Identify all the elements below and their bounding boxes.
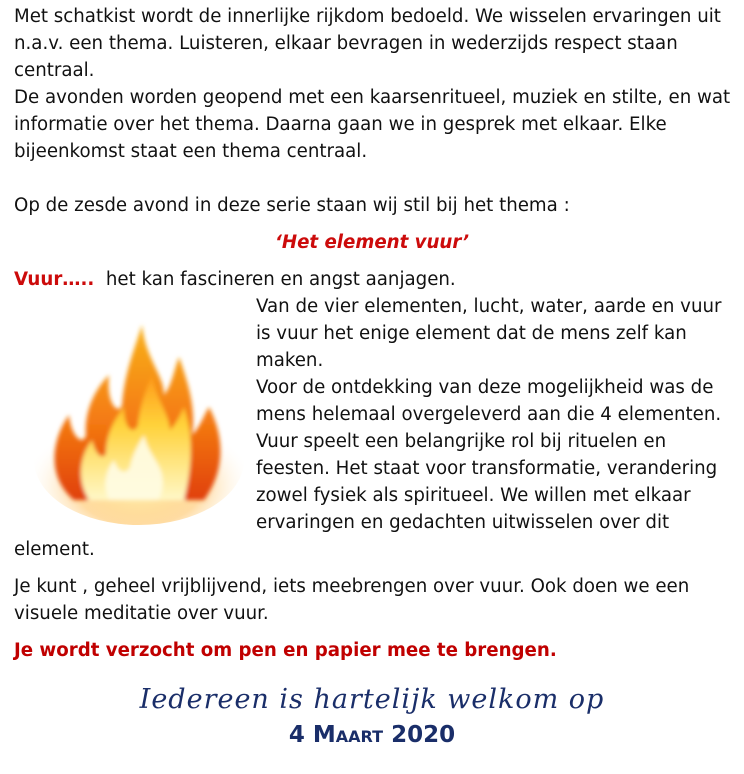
vuur-body-2: Voor de ontdekking van deze mogelijkheid was de mens helemaal overgeleverd aan die 4 elementen. Vuur speelt een belangrijke rol bij rituelen en feesten. Het staat voor transformatie, verandering zowel fysiek als spiritueel. We willen met elkaar ervaringen en gedachten uitwisselen over dit element. (14, 377, 722, 560)
spacer (14, 165, 734, 192)
page (14, 3, 734, 749)
spacer (14, 256, 734, 266)
flame-icon (14, 295, 254, 525)
spacer (14, 563, 734, 573)
series-sentence: Op de zesde avond in deze serie staan wij stil bij het thema : (14, 195, 570, 216)
fire-illustration (14, 295, 254, 525)
welcome-line: Iedereen is hartelijk welkom op (139, 684, 605, 715)
bring-paragraph: Je kunt , geheel vrijblijvend, iets meebrengen over vuur. Ook doen we een visuele meditatie over vuur. (14, 576, 690, 624)
vuur-body-1: Van de vier elementen, lucht, water, aarde en vuur is vuur het enige element dat de mens zelf kan maken. (256, 296, 722, 371)
vuur-word: Vuur….. (14, 269, 95, 290)
intro-paragraph-1: Met schatkist wordt de innerlijke rijkdom bedoeld. We wisselen ervaringen uit n.a.v. een thema. Luisteren, elkaar bevragen in wederzijds respect staan centraal. (14, 6, 721, 81)
pen-paper-note: Je wordt verzocht om pen en papier mee te brengen. (14, 640, 557, 661)
intro-paragraph-2: De avonden worden geopend met een kaarsenritueel, muziek en stilte, en wat informatie over het thema. Daarna gaan we in gesprek met elkaar. Elke bijeenkomst staat een thema centraal. (14, 87, 731, 162)
event-date: 4 Maart 2020 (288, 722, 456, 748)
vuur-tagline: het kan fascineren en angst aanjagen. (94, 269, 456, 290)
theme-title: ‘Het element vuur’ (274, 232, 470, 253)
vuur-line (14, 266, 734, 293)
